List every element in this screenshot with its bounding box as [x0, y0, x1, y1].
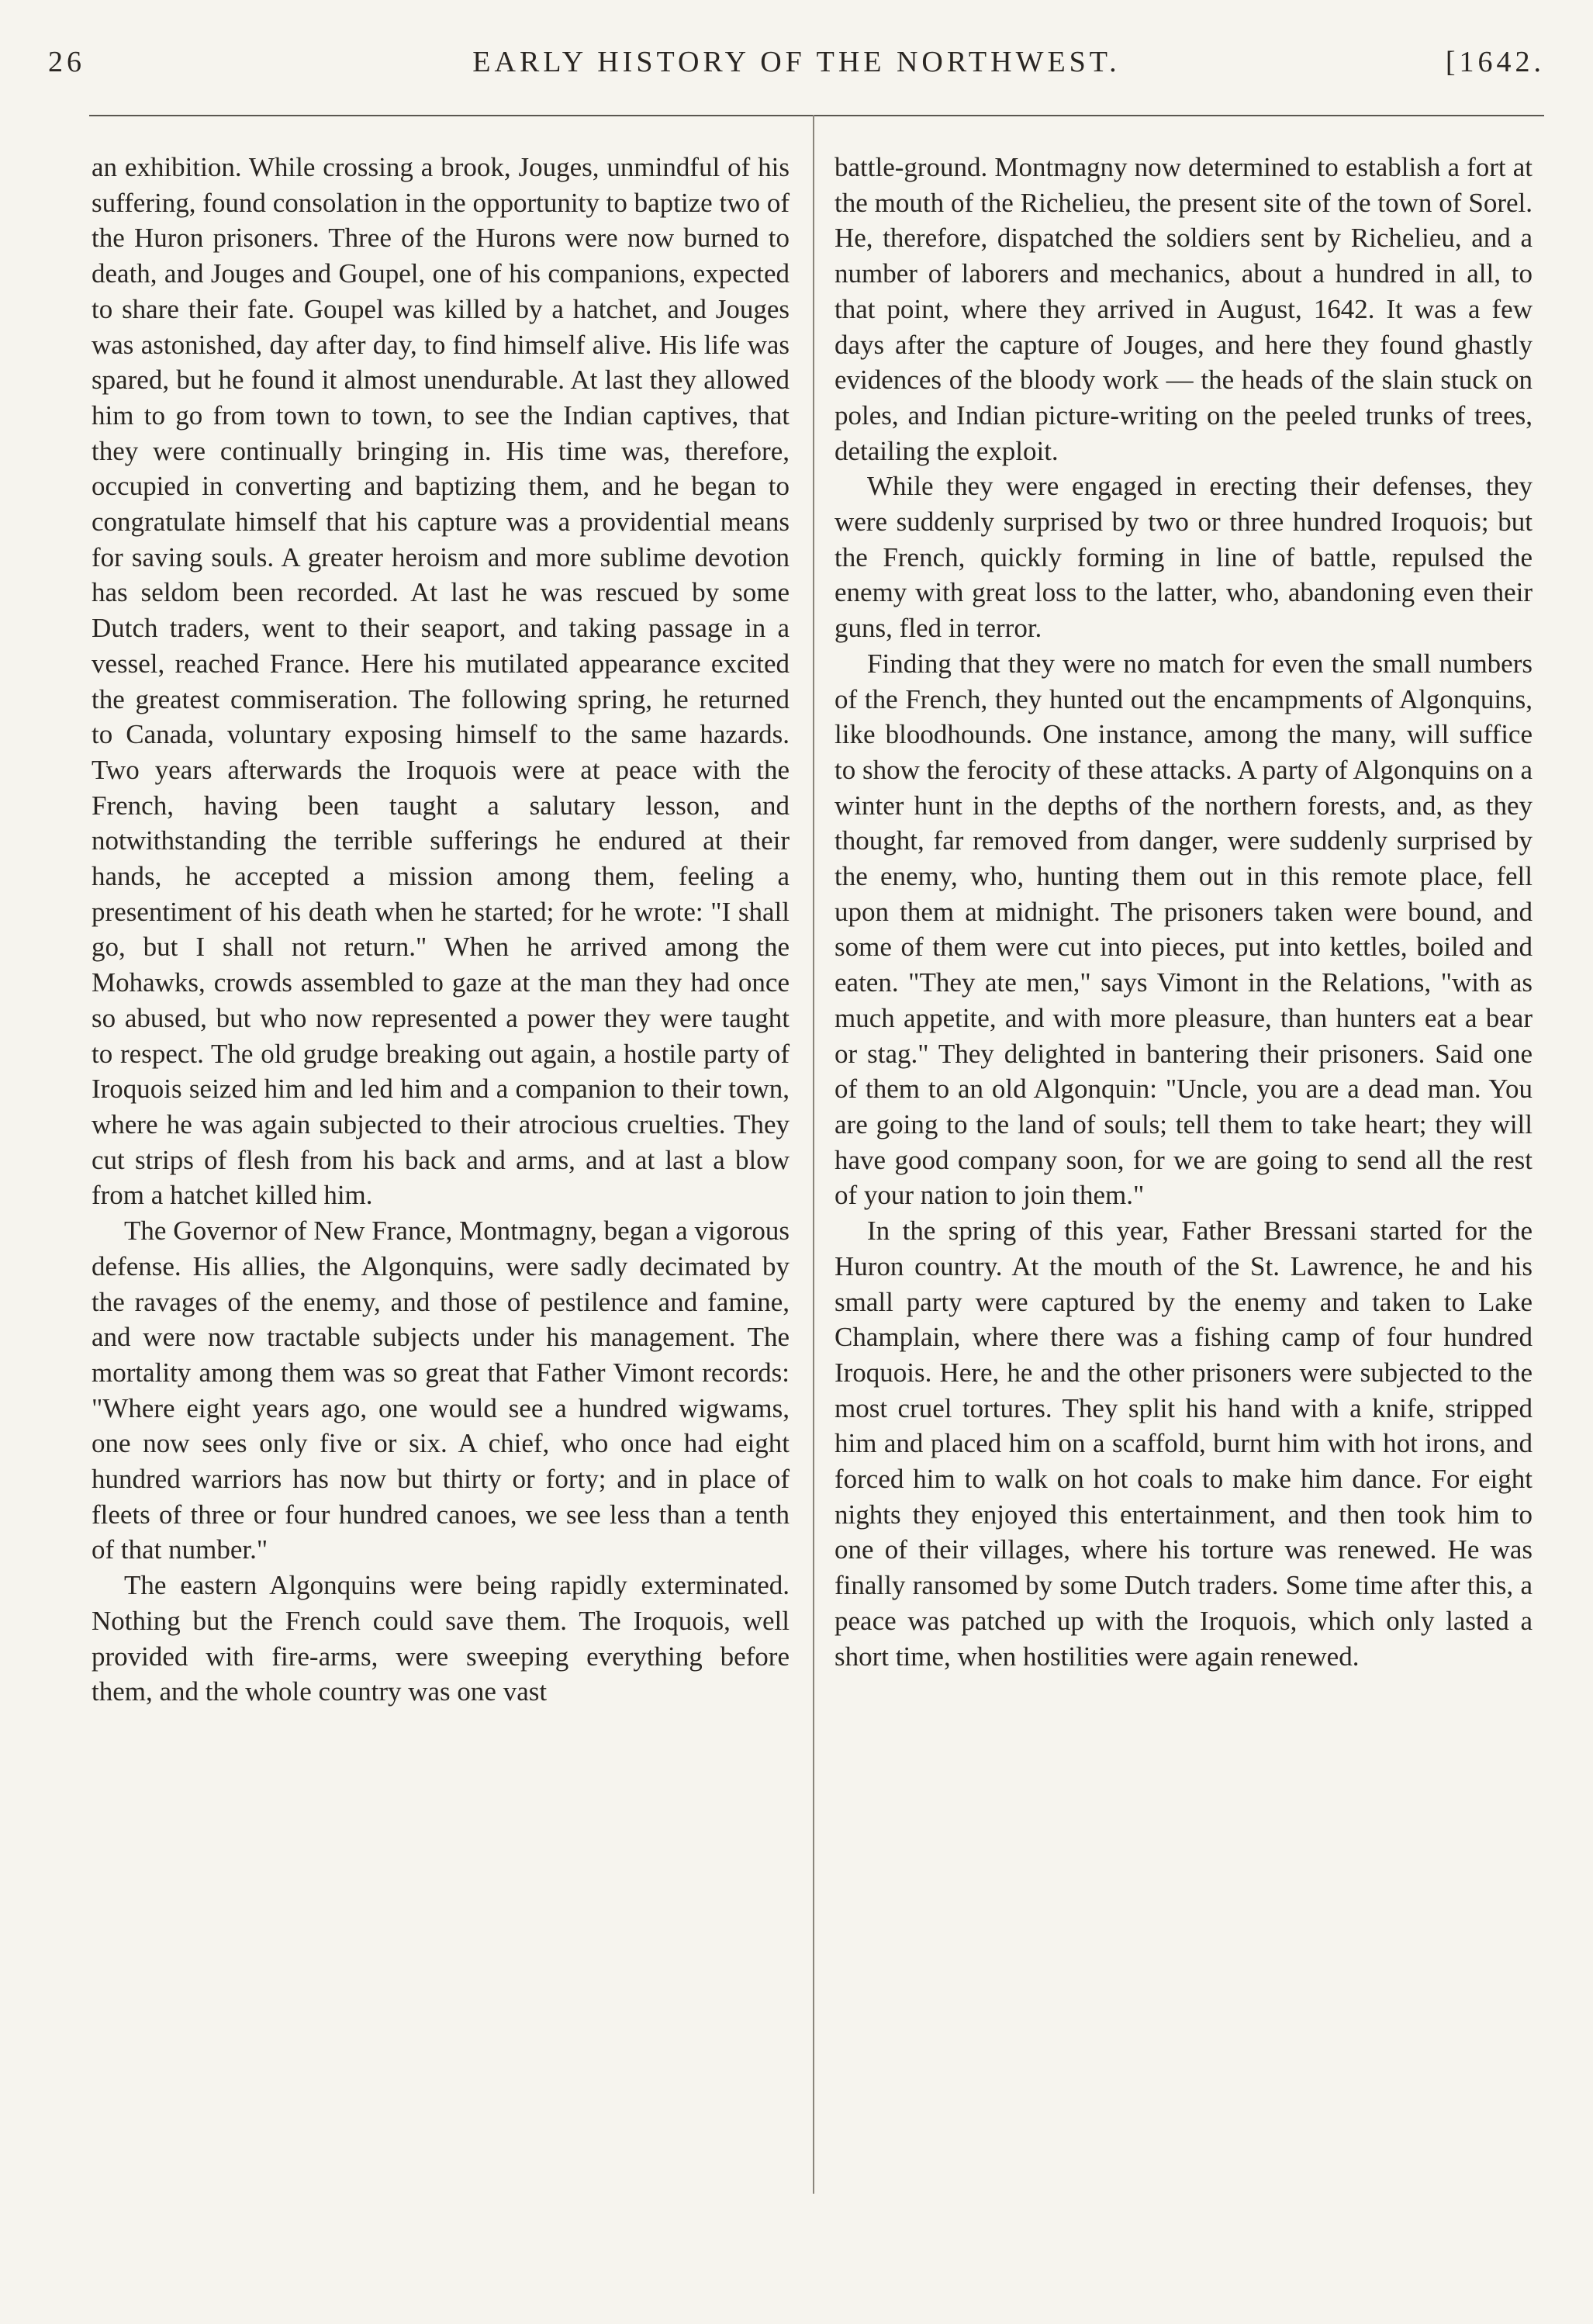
paragraph: While they were engaged in erecting their defenses, they were suddenly surprised by two or three hundred Iroquois; but the French, quickly forming in line of battle, repulsed the enemy with great loss to the latter, who, abandoning even their guns, fled in terror.: [835, 471, 1533, 644]
header-rule: [89, 115, 1544, 116]
running-title: EARLY HISTORY OF THE NORTHWEST.: [472, 46, 1121, 78]
header-year: [1642.: [1445, 46, 1545, 78]
paragraph: In the spring of this year, Father Bressani started for the Huron country. At the mouth of the St. Lawrence, he and his small party were captured by the enemy and taken to Lake Champlain, where there was a fishing camp of four hundred Iroquois. Here, he and the other prisoners were subjected to the most cruel tortures. They split his hand with a knife, stripped him and placed him on a scaffold, burnt him with hot irons, and forced him to walk on hot coals to make him dance. For eight nights they enjoyed this entertainment, and then took him to one of their villages, where his torture was renewed. He was finally ransomed by some Dutch traders. Some time after this, a peace was patched up with the Iroquois, which only lasted a short time, when hostilities were again renewed.: [835, 1216, 1533, 1672]
paragraph: an exhibition. While crossing a brook, Jouges, unmindful of his suffering, found consolation in the opportunity to baptize two of the Huron prisoners. Three of the Hurons were now burned to death, and Jouges and Goupel, one of his companions, expected to share their fate. Goupel was killed by a hatchet, and Jouges was astonished, day after day, to find himself alive. His life was spared, but he found it almost unendurable. At last they allowed him to go from town to town, to see the Indian captives, that they were continually bringing in. His time was, therefore, occupied in converting and baptizing them, and he began to congratulate himself that his capture was a providential means for saving souls. A greater heroism and more sublime devotion has seldom been recorded. At last he was rescued by some Dutch traders, went to their seaport, and taking passage in a vessel, reached France. Here his mutilated appearance excited the greatest commiseration. The following spring, he returned to Canada, voluntary exposing himself to the same hazards. Two years afterwards the Iroquois were at peace with the French, having been taught a salutary lesson, and notwithstanding the terrible sufferings he endured at their hands, he accepted a mission among them, feeling a presentiment of his death when he started; for he wrote: "I shall go, but I shall not return." When he arrived among the Mohawks, crowds assembled to gaze at the man they had once so abused, but who now represented a power they were taught to respect. The old grudge breaking out again, a hostile party of Iroquois seized him and led him and a companion to their town, where he was again subjected to their atrocious cruelties. They cut strips of flesh from his back and arms, and at last a blow from a hatchet killed him.: [92, 152, 790, 1211]
right-column: [835, 150, 1533, 1674]
running-header: [48, 45, 1545, 84]
paragraph: The Governor of New France, Montmagny, began a vigorous defense. His allies, the Algonquins, were sadly decimated by the ravages of the enemy, and those of pestilence and famine, and were now tractable subjects under his management. The mortality among them was so great that Father Vimont records: "Where eight years ago, one would see a hundred wigwams, one now sees only five or six. A chief, who once had eight hundred warriors has now but thirty or forty; and in place of fleets of three or four hundred canoes, we see less than a tenth of that number.": [92, 1216, 790, 1565]
paragraph: Finding that they were no match for even the small numbers of the French, they hunted out the encampments of Algonquins, like bloodhounds. One instance, among the many, will suffice to show the ferocity of these attacks. A party of Algonquins on a winter hunt in the depths of the northern forests, and, as they thought, far removed from danger, were suddenly surprised by the enemy, who, hunting them out in this remote place, fell upon them at midnight. The prisoners taken were bound, and some of them were cut into pieces, put into kettles, boiled and eaten. "They ate men," says Vimont in the Relations, "with as much appetite, and with more pleasure, than hunters eat a bear or stag." They delighted in bantering their prisoners. Said one of them to an old Algonquin: "Uncle, you are a dead man. You are going to the land of souls; tell them to take heart; they will have good company soon, for we are going to send all the rest of your nation to join them.": [835, 648, 1533, 1211]
column-divider: [813, 115, 814, 2194]
paragraph: The eastern Algonquins were being rapidly exterminated. Nothing but the French could save them. The Iroquois, well provided with fire-arms, were sweeping everything before them, and the whole country was one vast: [92, 1570, 790, 1707]
page-number: 26: [48, 46, 85, 78]
left-column: [92, 150, 790, 1710]
paragraph: battle-ground. Montmagny now determined to establish a fort at the mouth of the Richelieu, the present site of the town of Sorel. He, therefore, dispatched the soldiers sent by Richelieu, and a number of laborers and mechanics, about a hundred in all, to that point, where they arrived in August, 1642. It was a few days after the capture of Jouges, and here they found ghastly evidences of the bloody work — the heads of the slain stuck on poles, and Indian picture-writing on the peeled trunks of trees, detailing the exploit.: [835, 152, 1533, 466]
